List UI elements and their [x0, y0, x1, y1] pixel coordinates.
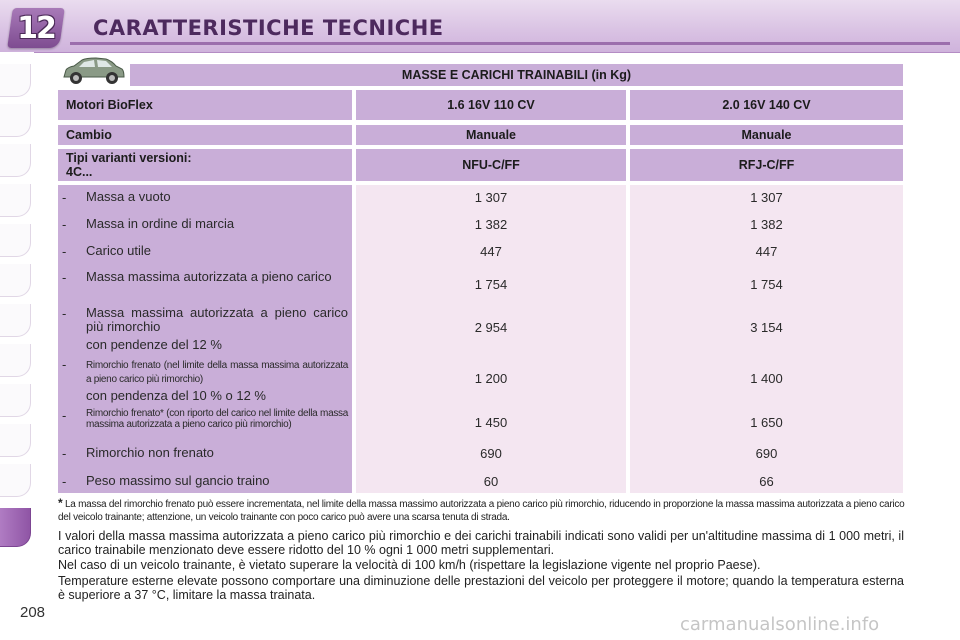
row-value-2: 1 307: [750, 190, 783, 205]
row-value-1: 2 954: [474, 320, 508, 335]
table-row: [58, 474, 348, 489]
row-label: Massa massima autorizzata a pieno carico più rimorchio: [86, 305, 348, 334]
chapter-number: 12: [17, 10, 55, 46]
footnote-text: La massa del rimorchio frenato può essere incrementata, nel limite della massa massimo autorizzata a pieno carico più rimorchio, riducendo in proporzione la massa massima autorizzata a pieno carico del veicolo trainante; attenzione, un veicolo trainante con poco carico può avere una scarsa tenuta di strada.: [58, 499, 905, 523]
row-value-2: 1 650: [750, 415, 783, 430]
side-tab[interactable]: [0, 64, 31, 97]
row-value-2: 66: [759, 474, 774, 489]
side-tab-active[interactable]: [0, 508, 31, 547]
engines-label: Motori BioFlex: [58, 90, 352, 120]
row-label: Carico utile: [86, 243, 152, 258]
title-underline: [70, 42, 950, 45]
table-row: [58, 244, 348, 259]
paragraph-altitude: I valori della massa massima autorizzata a pieno carico più rimorchio e dei carichi trainabili indicati sono validi per un'altitudine massima di 1 000 metri, il carico trainabile menzionato deve essere ridotto del 10 % ogni 1 000 metri supplementari.: [58, 529, 904, 557]
table-row: [58, 357, 348, 403]
row-dash: -: [62, 306, 67, 321]
page-number: 208: [20, 604, 46, 621]
row-label: Rimorchio frenato (nel limite della massa massima autorizzata a pieno carico più rimorchio): [86, 360, 348, 385]
variants-label-line-1: Tipi varianti versioni:: [66, 151, 192, 165]
row-value-1: 1 307: [474, 190, 508, 205]
variant-2: RFJ-C/FF: [630, 149, 903, 181]
row-value-2: 1 382: [750, 217, 783, 232]
table-row: [58, 408, 348, 430]
gearbox-1: Manuale: [356, 125, 626, 145]
row-value-2: 1 754: [750, 277, 783, 292]
engine-1: 1.6 16V 110 CV: [356, 90, 626, 120]
side-tab[interactable]: [0, 304, 31, 337]
gearbox-label: Cambio: [58, 125, 352, 145]
row-label: Peso massimo sul gancio traino: [86, 473, 270, 488]
row-value-1: 1 754: [474, 277, 508, 292]
row-label: Rimorchio non frenato: [86, 445, 214, 460]
watermark: carmanualsonline.info: [680, 614, 880, 635]
variant-1: NFU-C/FF: [356, 149, 626, 181]
table-row: [58, 270, 348, 285]
side-tab-strip: [0, 52, 34, 640]
page-title: CARATTERISTICHE TECNICHE: [93, 16, 444, 40]
row-label: Massa a vuoto: [86, 189, 171, 204]
table-section-title: MASSE E CARICHI TRAINABILI (in Kg): [130, 64, 903, 86]
row-dash: -: [62, 190, 67, 205]
row-sublabel: con pendenze del 12 %: [86, 337, 222, 352]
footnote-star: *: [58, 496, 63, 510]
row-value-2: 447: [755, 244, 778, 259]
row-dash: -: [62, 408, 67, 423]
engine-2: 2.0 16V 140 CV: [630, 90, 903, 120]
row-label-group: [86, 357, 348, 403]
row-label-group: [86, 306, 348, 352]
footnote: [58, 497, 906, 524]
side-tab[interactable]: [0, 224, 31, 257]
row-value-2: 1 400: [750, 371, 783, 386]
row-dash: -: [62, 244, 67, 259]
table-row: [58, 306, 348, 352]
row-value-1: 447: [480, 244, 502, 259]
table-row: [58, 446, 348, 461]
car-icon: [60, 55, 126, 87]
row-value-1: 1 382: [474, 217, 508, 232]
row-value-1: 60: [483, 474, 499, 489]
row-value-1: 1 450: [474, 415, 508, 430]
row-dash: -: [62, 474, 67, 489]
row-value-2: 3 154: [750, 320, 783, 335]
side-tab[interactable]: [0, 264, 31, 297]
gearbox-2: Manuale: [630, 125, 903, 145]
row-sublabel: con pendenza del 10 % o 12 %: [86, 388, 266, 403]
table-row: [58, 190, 348, 205]
row-dash: -: [62, 217, 67, 232]
side-tab[interactable]: [0, 104, 31, 137]
side-tab[interactable]: [0, 184, 31, 217]
table-row: [58, 217, 348, 232]
side-tab[interactable]: [0, 144, 31, 177]
row-dash: -: [62, 270, 67, 285]
row-value-1: 690: [480, 446, 502, 461]
row-label: Massa massima autorizzata a pieno carico: [86, 269, 332, 284]
row-label: Massa in ordine di marcia: [86, 216, 235, 231]
side-tab[interactable]: [0, 424, 31, 457]
paragraph-speed-limit: Nel caso di un veicolo trainante, è vietato superare la velocità di 100 km/h (rispettare la legislazione vigente nel proprio Paese).: [58, 558, 761, 572]
side-tab[interactable]: [0, 384, 31, 417]
row-label: Rimorchio frenato* (con riporto del carico nel limite della massa massima autorizzata a pieno carico più rimorchio): [86, 408, 348, 430]
variants-label-line-2: 4C...: [66, 165, 93, 179]
row-dash: -: [62, 357, 67, 372]
side-tab[interactable]: [0, 464, 31, 497]
side-tab[interactable]: [0, 344, 31, 377]
variants-label: [58, 149, 352, 181]
row-dash: -: [62, 446, 67, 461]
row-value-1: 1 200: [474, 371, 508, 386]
paragraph-temperature: Temperature esterne elevate possono comportare una diminuzione delle prestazioni del veicolo per proteggere il motore; quando la temperatura esterna è superiore a 37 °C, limitare la massa trainata.: [58, 574, 904, 602]
row-value-2: 690: [755, 446, 778, 461]
